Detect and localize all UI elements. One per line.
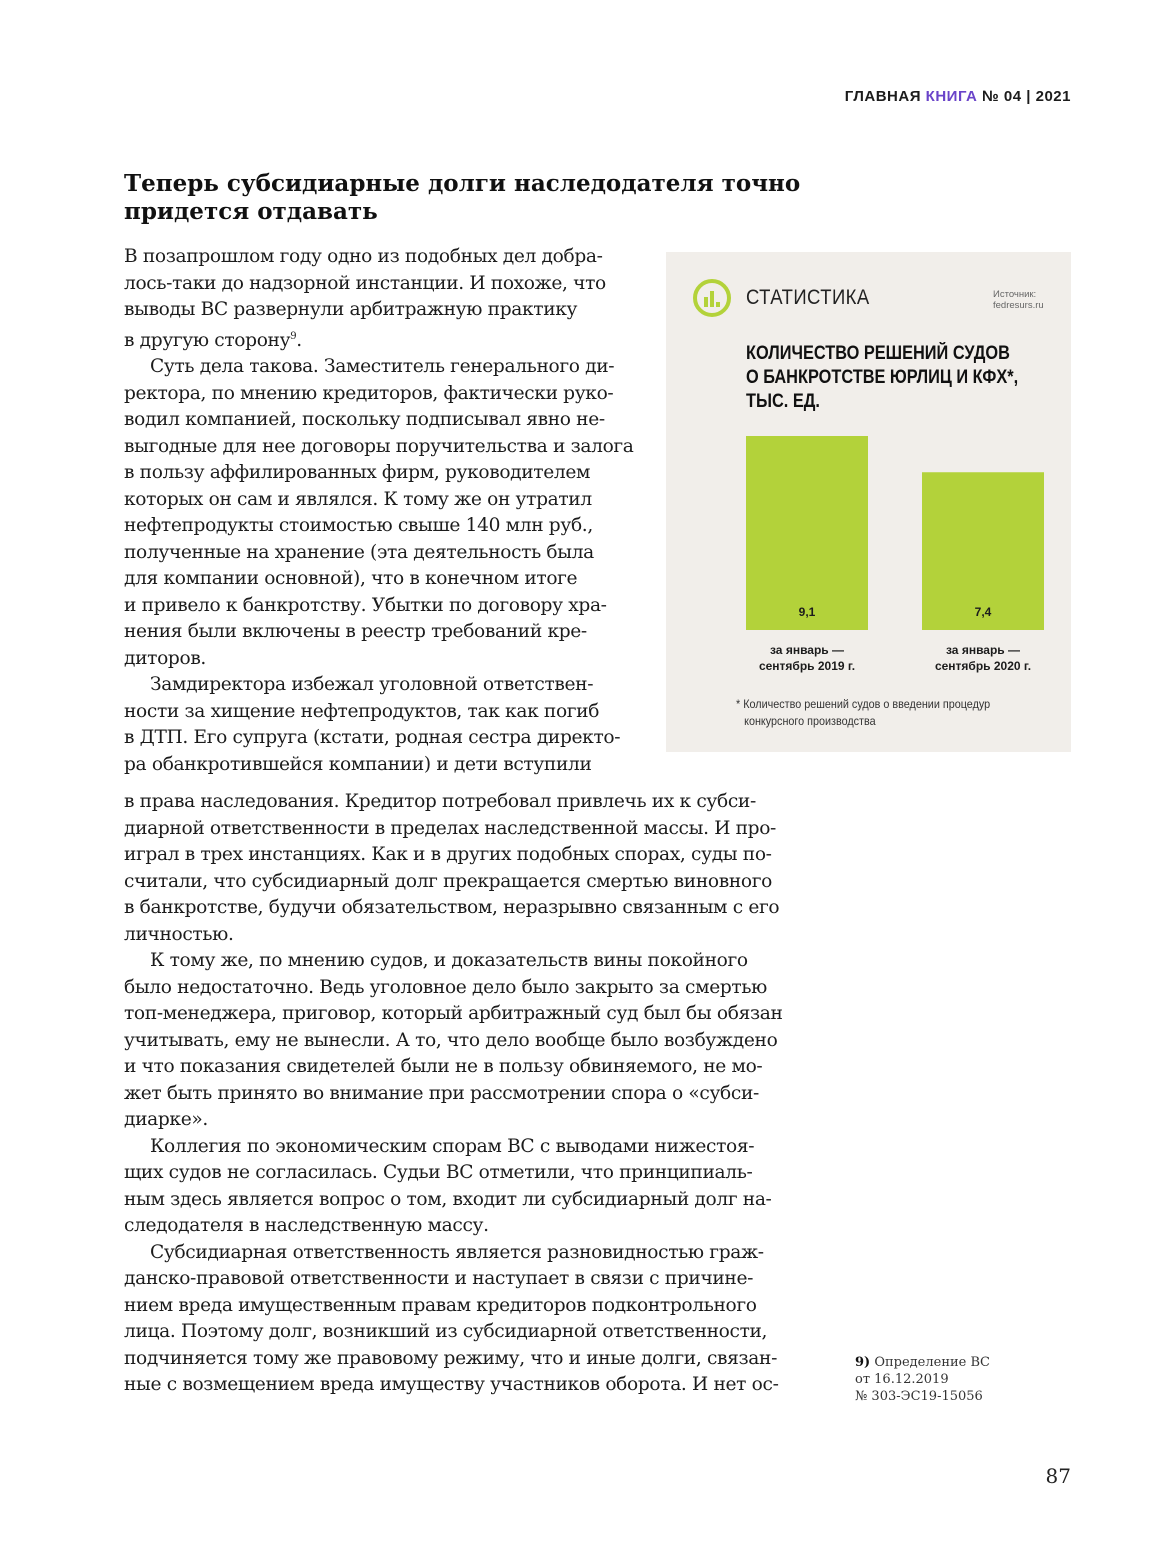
text-line: ные с возмещением вреда имуществу участников оборота. И нет ос- (124, 1374, 779, 1395)
page-number: 87 (1045, 1464, 1071, 1488)
publication-name-accent: КНИГА (925, 88, 978, 105)
category-label: сентябрь 2020 г. (934, 659, 1032, 673)
text-line: в ДТП. Его супруга (кстати, родная сестра директо- (124, 727, 621, 749)
text-line: нения были включены в реестр требований кре- (124, 621, 587, 643)
text-line: учитывать, ему не вынесли. А то, что дело вообще было возбуждено (124, 1029, 778, 1051)
chart-title-line: ТЫС. ЕД. (746, 391, 820, 412)
text-fragment: . (296, 329, 302, 351)
bar-value-label: 7,4 (974, 605, 992, 619)
text-line: лица. Поэтому долг, возникший из субсидиарной ответственности, (124, 1321, 768, 1342)
text-line: Субсидиарная ответственность является разновидностью граж- (150, 1241, 764, 1263)
footnote-ref[interactable]: 9 (290, 330, 297, 342)
text-fragment: в другую сторону (124, 329, 291, 351)
title-line: Теперь субсидиарные долги наследодателя точно (124, 170, 801, 197)
category-label: за январь — (946, 643, 1020, 657)
chart-footnote-line: * Количество решений судов о введении процедур (736, 697, 991, 711)
text-line: и что показания свидетелей были не в пользу обвиняемого, не мо- (124, 1056, 763, 1077)
text-line: ным здесь является вопрос о том, входит ли субсидиарный долг на- (124, 1188, 772, 1210)
title-line: придется отдавать (124, 198, 378, 225)
footnote-text: Определение ВС (874, 1355, 990, 1370)
text-line: лось-таки до надзорной инстанции. И похоже, что (124, 272, 606, 294)
chart-title-line: О БАНКРОТСТВЕ ЮРЛИЦ И КФХ*, (746, 367, 1019, 388)
statistics-box (666, 252, 1071, 752)
footnote-sidebar (855, 1354, 1035, 1405)
text-line: топ-менеджера, приговор, который арбитражный суд был бы обязан (124, 1003, 783, 1024)
bar-1 (746, 436, 868, 630)
article-title (124, 170, 844, 226)
text-line: и привело к банкротству. Убытки по договору хра- (124, 594, 607, 616)
category-label: сентябрь 2019 г. (758, 659, 856, 673)
text-line: ректора, по мнению кредиторов, фактически руко- (124, 382, 614, 404)
text-line: жет быть принято во внимание при рассмотрении спора о «субси- (124, 1082, 759, 1104)
source-site: fedresurs.ru (993, 300, 1044, 311)
running-header (845, 88, 1071, 105)
text-line: нефтепродукты стоимостью свыше 140 млн руб., (124, 515, 593, 537)
bar-chart (666, 252, 1071, 752)
chart-footnote-line: конкурсного производства (744, 714, 876, 728)
footnote-number: 9) (855, 1355, 871, 1370)
text-line: которых он сам и являлся. К тому же он утратил (124, 488, 592, 510)
text-line (124, 324, 634, 355)
text-line: щих судов не согласилась. Судьи ВС отметили, что принципиаль- (124, 1162, 753, 1183)
text-line: играл в трех инстанциях. Как и в других подобных спорах, суды по- (124, 844, 772, 865)
text-line: следодателя в наследственную массу. (124, 1215, 489, 1236)
text-line: данско-правовой ответственности и наступает в связи с причине- (124, 1268, 754, 1289)
text-line: в пользу аффилированных фирм, руководителем (124, 462, 591, 484)
text-line: выводы ВС развернули арбитражную практику (124, 299, 578, 320)
text-line: Коллегия по экономическим спорам ВС с выводами нижестоя- (150, 1135, 755, 1157)
text-line: выгодные для нее договоры поручительства и залога (124, 435, 634, 457)
bar-value-label: 9,1 (798, 605, 816, 619)
text-line: полученные на хранение (эта деятельность была (124, 541, 594, 563)
text-line: подчиняется тому же правовому режиму, что и иные долги, связан- (124, 1347, 778, 1369)
text-line: В позапрошлом году одно из подобных дел добра- (124, 246, 603, 267)
issue-number: № 04 | 2021 (982, 88, 1071, 105)
text-line: считали, что субсидиарный долг прекращается смертью виновного (124, 870, 772, 892)
footnote-text: № 303-ЭС19-15056 (855, 1389, 983, 1404)
text-line: диторов. (124, 647, 206, 669)
text-line: было недостаточно. Ведь уголовное дело было закрыто за смертью (124, 976, 767, 998)
text-line: К тому же, по мнению судов, и доказательств вины покойного (150, 950, 748, 971)
text-line: Суть дела такова. Заместитель генерального ди- (150, 356, 615, 378)
chart-footnote (736, 696, 1024, 730)
text-line: ра обанкротившейся компании) и дети вступили (124, 753, 592, 775)
text-line: водил компанией, поскольку подписывал явно не- (124, 409, 605, 431)
text-line: ности за хищение нефтепродуктов, так как погиб (124, 700, 600, 722)
source-label: Источник: (993, 289, 1037, 300)
text-line: в банкротстве, будучи обязательством, неразрывно связанным с его (124, 897, 780, 918)
text-line: диарке». (124, 1109, 208, 1130)
footnote-text: от 16.12.2019 (855, 1372, 949, 1387)
publication-name: ГЛАВНАЯ (844, 88, 921, 105)
text-line: диарной ответственности в пределах наследственной массы. И про- (124, 817, 776, 839)
statistics-label: СТАТИСТИКА (746, 286, 870, 309)
text-line: нием вреда имущественным правам кредиторов подконтрольного (124, 1294, 757, 1316)
category-label: за январь — (770, 643, 844, 657)
chart-title-line: КОЛИЧЕСТВО РЕШЕНИЙ СУДОВ (746, 343, 1010, 364)
article-body-narrow (124, 244, 634, 778)
text-line: для компании основной), что в конечном итоге (124, 568, 578, 590)
text-line: Замдиректора избежал уголовной ответствен- (150, 674, 594, 696)
text-line: в права наследования. Кредитор потребовал привлечь их к субси- (124, 791, 756, 812)
article-body-wide (124, 789, 824, 1399)
text-line: личностью. (124, 923, 234, 945)
